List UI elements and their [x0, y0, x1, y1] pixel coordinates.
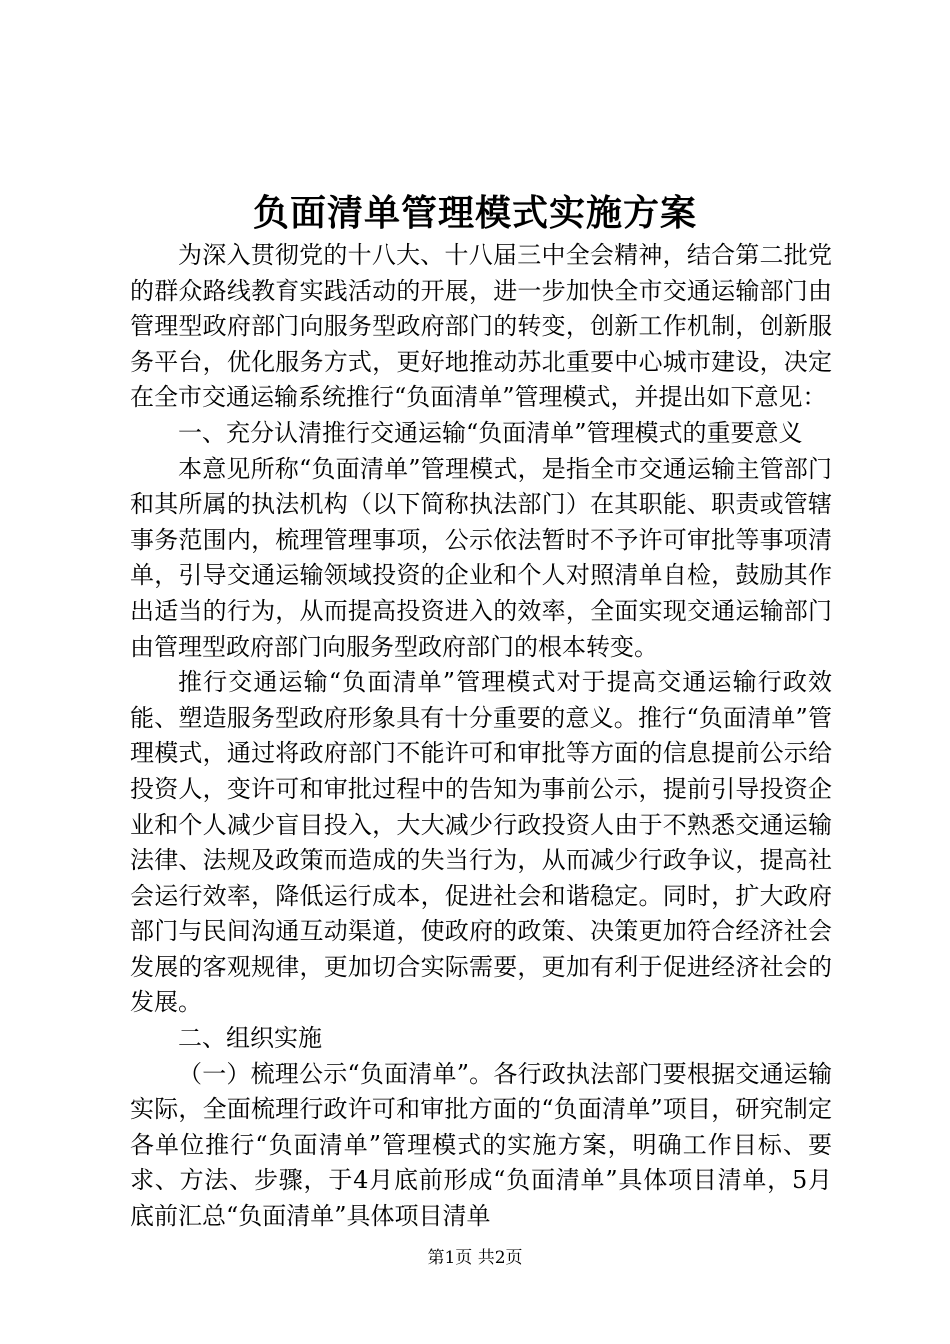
page-footer: 第1页 共2页 [427, 1248, 523, 1268]
paragraph-intro: 为深入贯彻党的十八大、十八届三中全会精神，结合第二批党的群众路线教育实践活动的开展，进一步加快全市交通运输部门由管理型政府部门向服务型政府部门的转变，创新工作机制，创新服务平台，优化服务方式，更好地推动苏北重要中心城市建设，决定在全市交通运输系统推行“负面清单”管理模式，并提出如下意见： [130, 241, 832, 412]
paragraph-definition: 本意见所称“负面清单”管理模式，是指全市交通运输主管部门和其所属的执法机构（以下简称执法部门）在其职能、职责或管辖事务范围内，梳理管理事项，公示依法暂时不予许可审批等事项清单，引导交通运输领域投资的企业和个人对照清单自检，鼓励其作出适当的行为，从而提高投资进入的效率，全面实现交通运输部门由管理型政府部门向服务型政府部门的根本转变。 [130, 454, 832, 661]
document-body [130, 238, 832, 1235]
section-heading-2: 二、组织实施 [178, 1024, 322, 1053]
paragraph-item-1: （一）梳理公示“负面清单”。各行政执法部门要根据交通运输实际，全面梳理行政许可和审批方面的“负面清单”项目，研究制定各单位推行“负面清单”管理模式的实施方案，明确工作目标、要求、方法、步骤，于4月底前形成“负面清单”具体项目清单，5月底前汇总“负面清单”具体项目清单 [130, 1059, 832, 1231]
document-title: 负面清单管理模式实施方案 [252, 193, 697, 234]
section-heading-1: 一、充分认清推行交通运输“负面清单”管理模式的重要意义 [178, 418, 803, 447]
paragraph-significance: 推行交通运输“负面清单”管理模式对于提高交通运输行政效能、塑造服务型政府形象具有十分重要的意义。推行“负面清单”管理模式，通过将政府部门不能许可和审批等方面的信息提前公示给投资人，变许可和审批过程中的告知为事前公示，提前引导投资企业和个人减少盲目投入，大大减少行政投资人由于不熟悉交通运输法律、法规及政策而造成的失当行为，从而减少行政争议，提高社会运行效率，降低运行成本，促进社会和谐稳定。同时，扩大政府部门与民间沟通互动渠道，使政府的政策、决策更加符合经济社会发展的客观规律，更加切合实际需要，更加有利于促进经济社会的发展。 [130, 668, 832, 1017]
